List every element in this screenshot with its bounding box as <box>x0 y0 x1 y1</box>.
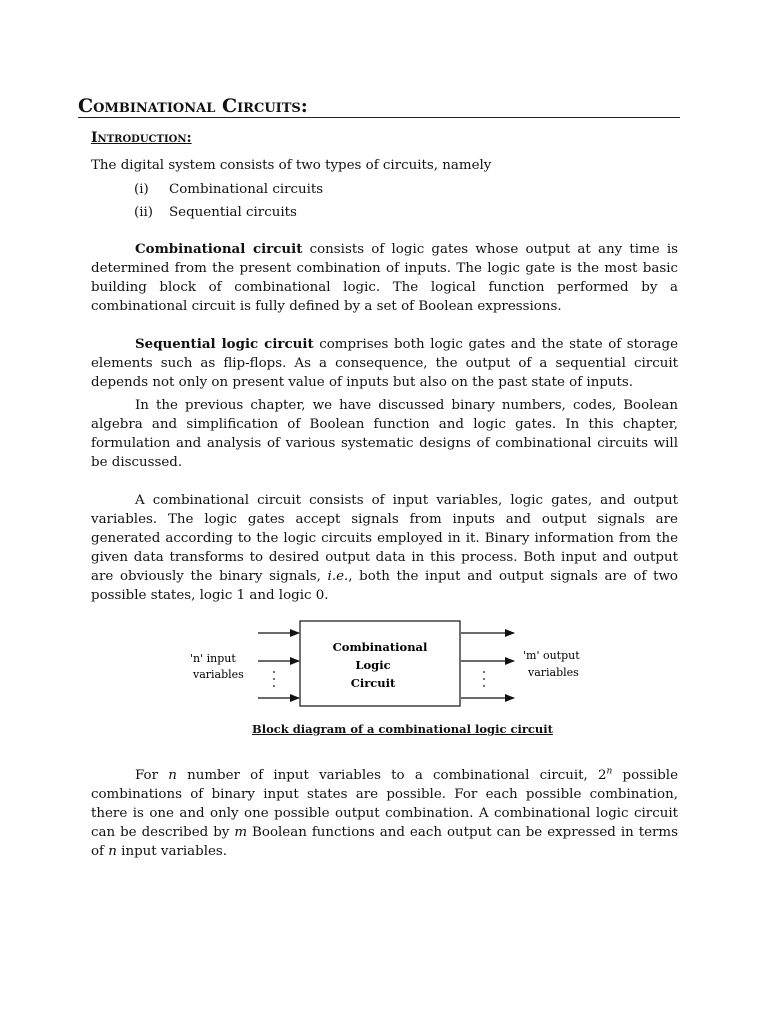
input-ellipsis-dots <box>273 671 275 687</box>
italic-m: m <box>234 825 248 840</box>
paragraph-combinational <box>91 240 678 316</box>
bold-term: Sequential logic circuit <box>135 336 314 352</box>
paragraph-text: consists of logic gates whose output at any time is determined from the present combination of inputs. The logic gate is the most basic building block of combinational logic. The logical function performed by a combinational circuit is fully defined by a set of Boolean expressions. <box>91 242 678 314</box>
input-label-line2: variables <box>193 668 244 681</box>
paragraph-text: A combinational circuit consists of input variables, logic gates, and output variables. The logic gates accept signals from inputs and output signals are generated according to the logic circuits employed in it. Binary information from the given data transforms to desired output data in this process. Both input and output are obviously the binary signals, <box>91 493 678 584</box>
superscript-n: n <box>606 766 613 777</box>
paragraph-text: , both the input and output signals are of two possible states, logic 1 and logic 0. <box>91 569 678 603</box>
introduction-subheading: Introduction: <box>91 130 192 146</box>
paragraph-text: input variables. <box>116 844 228 859</box>
paragraph-text: comprises both logic gates and the state of storage elements such as flip-flops. As a consequence, the output of a sequential circuit depends not only on present value of inputs but also on the past state of inputs. <box>91 337 678 390</box>
box-label-line3: Circuit <box>350 676 396 690</box>
paragraph-input-combinations <box>91 766 678 861</box>
block-diagram <box>180 616 600 716</box>
box-label-line1: Combinational <box>332 640 428 654</box>
block-diagram-svg <box>180 616 600 716</box>
output-label-line2: variables <box>528 666 579 679</box>
paragraph-description <box>91 491 678 605</box>
list-item-number: (ii) <box>134 205 154 220</box>
list-item-text: Sequential circuits <box>169 205 297 220</box>
section-heading: Combinational Circuits: <box>78 96 680 118</box>
intro-sentence: The digital system consists of two types of circuits, namely <box>91 158 492 173</box>
input-label-line1: 'n' input <box>190 652 236 665</box>
list-item-text: Combinational circuits <box>169 182 324 197</box>
italic-n: n <box>168 768 177 783</box>
diagram-caption: Block diagram of a combinational logic circuit <box>252 722 553 736</box>
bold-term: Combinational circuit <box>135 241 303 257</box>
list-item-number: (i) <box>134 182 149 197</box>
paragraph-text: number of input variables to a combinational circuit, 2 <box>176 768 607 783</box>
italic-text: i.e. <box>327 569 349 584</box>
paragraph-previous-chapter: In the previous chapter, we have discussed binary numbers, codes, Boolean algebra and simplification of Boolean function and logic gates. In this chapter, formulation and analysis of various systematic designs of combinational circuits will be discussed. <box>91 398 678 470</box>
paragraph-text: Boolean functions and each output can be expressed in terms of <box>91 825 678 859</box>
output-label-line1: 'm' output <box>523 649 580 662</box>
paragraph-text: possible combinations of binary input states are possible. For each possible combination, there is one and only one possible output combination. A combinational logic circuit can be described by <box>91 768 678 840</box>
paragraph-sequential <box>91 335 678 392</box>
paragraph-text: For <box>135 768 169 783</box>
output-ellipsis-dots <box>483 671 485 687</box>
italic-n: n <box>108 844 117 859</box>
box-label-line2: Logic <box>355 658 391 672</box>
